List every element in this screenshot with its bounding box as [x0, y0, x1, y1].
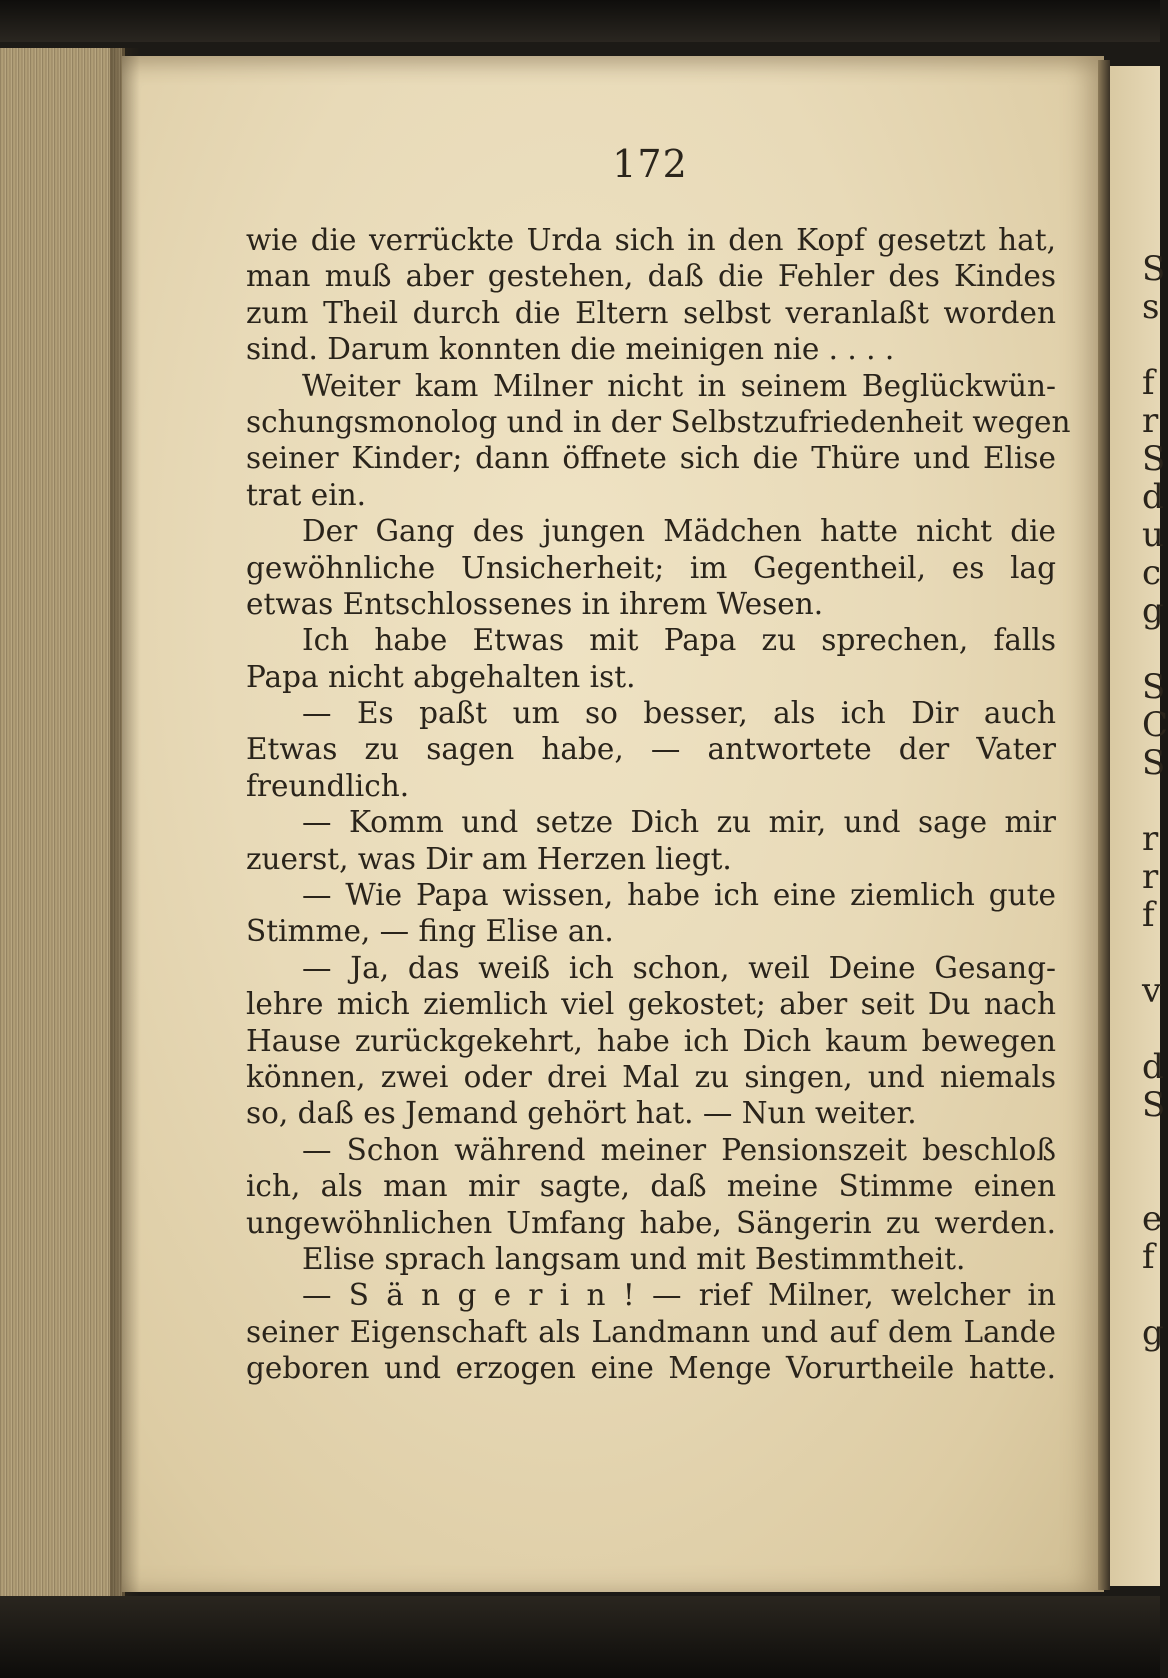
page-number: 172: [612, 142, 688, 186]
facing-page-fragment: [1142, 934, 1160, 972]
text-line: gewöhnliche Unsicherheit; im Gegentheil, es lag: [246, 550, 1056, 585]
facing-page-fragment: S: [1142, 743, 1166, 783]
page-body-text: [246, 222, 1071, 1387]
text-line: Hause zurückgekehrt, habe ich Dich kaum bewegen: [246, 1023, 1056, 1058]
facing-page-fragment: [1142, 326, 1160, 364]
text-line: trat ein.: [246, 477, 367, 512]
text-line: schungsmonolog und in der Selbstzufriedenheit wegen: [246, 404, 1071, 439]
facing-page-fragment: S: [1142, 1085, 1166, 1125]
text-line: Weiter kam Milner nicht in seinem Beglückwün-: [302, 368, 1056, 403]
text-line: — Ja, das weiß ich schon, weil Deine Gesang-: [302, 950, 1056, 985]
text-line: Papa nicht abgehalten ist.: [246, 659, 636, 694]
facing-page-fragment: g: [1142, 1313, 1164, 1353]
text-line: seiner Eigenschaft als Landmann und auf dem Lande: [246, 1314, 1056, 1349]
text-line: — S ä n g e r i n ! — rief Milner, welcher in: [302, 1278, 1056, 1313]
facing-page-fragment: [1142, 782, 1160, 820]
book-bottom-edge: [0, 1596, 1160, 1678]
text-line: ich, als man mir sagte, daß meine Stimme einen: [246, 1169, 1056, 1204]
facing-page-fragment: d: [1142, 1047, 1164, 1087]
facing-page-fragment: [1142, 1162, 1160, 1200]
facing-page-fragment: f: [1142, 1237, 1155, 1277]
text-line: sind. Darum konnten die meinigen nie . . . .: [246, 332, 895, 367]
facing-page-fragment: r: [1142, 857, 1159, 897]
facing-page-fragment: [1142, 630, 1160, 668]
text-line: man muß aber gestehen, daß die Fehler des Kindes: [246, 259, 1056, 294]
facing-page-fragment: f: [1142, 363, 1155, 403]
facing-page-fragment: g: [1142, 591, 1164, 631]
facing-page-fragment: [1142, 1010, 1160, 1048]
text-line: — Schon während meiner Pensionszeit beschloß: [302, 1132, 1056, 1167]
facing-page-fragment: v: [1142, 971, 1162, 1011]
facing-page-text-fragments: [1142, 249, 1168, 1353]
facing-page-fragment: S: [1142, 667, 1166, 707]
text-line: zuerst, was Dir am Herzen liegt.: [246, 841, 732, 876]
facing-page-fragment: [1142, 1124, 1160, 1162]
facing-page-fragment: c: [1142, 553, 1162, 593]
facing-page-fragment: [1142, 1276, 1160, 1314]
text-line: Elise sprach langsam und mit Bestimmtheit.: [302, 1241, 966, 1276]
text-line: so, daß es Jemand gehört hat. — Nun weiter.: [246, 1096, 917, 1131]
text-line: Ich habe Etwas mit Papa zu sprechen, falls: [302, 623, 1056, 658]
facing-page-fragment: r: [1142, 401, 1159, 441]
text-line: seiner Kinder; dann öffnete sich die Thüre und Elise: [246, 441, 1056, 476]
facing-page-fragment: f: [1142, 895, 1155, 935]
text-line: geboren und erzogen eine Menge Vorurtheile hatte.: [246, 1351, 1056, 1386]
text-line: etwas Entschlossenes in ihrem Wesen.: [246, 586, 824, 621]
facing-page-fragment: u: [1142, 515, 1164, 555]
facing-page-fragment: e: [1142, 1199, 1163, 1239]
facing-page-fragment: s: [1142, 287, 1160, 327]
book-top-edge: [0, 0, 1160, 42]
facing-page-fragment: S: [1142, 249, 1166, 289]
text-line: freundlich.: [246, 768, 410, 803]
spine-shadow: [110, 48, 140, 1596]
facing-page-fragment: C: [1142, 705, 1168, 745]
facing-page-fragment: S: [1142, 439, 1166, 479]
text-line: — Komm und setze Dich zu mir, und sage mir: [302, 805, 1056, 840]
text-line: Etwas zu sagen habe, — antwortete der Vater: [246, 732, 1056, 767]
page-stack-edge: [0, 48, 125, 1596]
text-line: ungewöhnlichen Umfang habe, Sängerin zu werden.: [246, 1205, 1056, 1240]
book-gutter: [1098, 60, 1110, 1590]
text-line: — Es paßt um so besser, als ich Dir auch: [302, 696, 1056, 731]
text-line: lehre mich ziemlich viel gekostet; aber seit Du nach: [246, 987, 1056, 1022]
facing-page-fragment: d: [1142, 477, 1164, 517]
text-line: zum Theil durch die Eltern selbst veranlaßt worden: [246, 295, 1056, 330]
text-line: Stimme, — fing Elise an.: [246, 914, 614, 949]
text-line: — Wie Papa wissen, habe ich eine ziemlich gute: [302, 878, 1056, 913]
text-line: können, zwei oder drei Mal zu singen, und niemals: [246, 1059, 1056, 1094]
text-line: wie die verrückte Urda sich in den Kopf gesetzt hat,: [246, 223, 1056, 257]
text-line: Der Gang des jungen Mädchen hatte nicht die: [302, 514, 1056, 549]
facing-page-fragment: r: [1142, 819, 1159, 859]
